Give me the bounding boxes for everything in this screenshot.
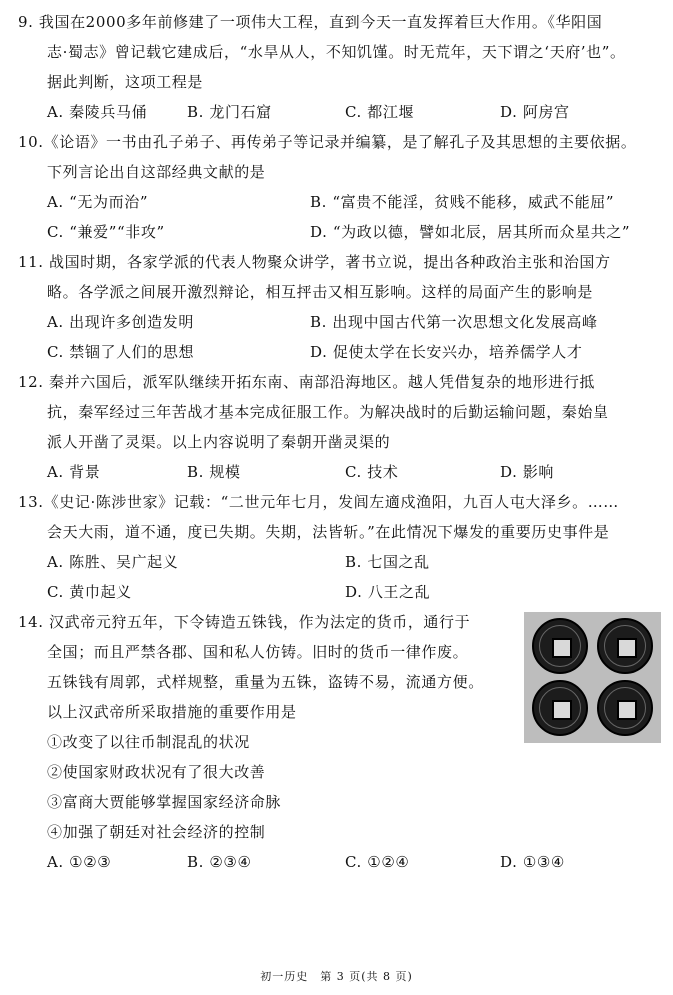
q10-option-a[interactable]: A. “无为而治” [47,193,149,211]
q13-option-a[interactable]: A. 陈胜、吴广起义 [47,553,179,571]
q9-option-b[interactable]: B. 龙门石窟 [187,103,272,121]
coin-image [532,680,588,736]
q13-option-d[interactable]: D. 八王之乱 [345,583,431,601]
q10-option-c[interactable]: C. “兼爱”“非攻” [47,223,165,241]
q11-option-a[interactable]: A. 出现许多创造发明 [47,313,194,331]
coin-image [597,618,653,674]
q14-line-2: 全国；而且严禁各郡、国和私人仿铸。旧时的货币一律作废。 [47,643,469,661]
q12-option-b[interactable]: B. 规模 [187,463,241,481]
q9-line-1: 9. 我国在2000多年前修建了一项伟大工程，直到今天一直发挥着巨大作用。《华阳国 [18,13,603,31]
q13-line-1: 13.《史记·陈涉世家》记载：“二世元年七月，发闾左適戍渔阳，九百人屯大泽乡。…… [18,493,619,511]
q9-line-2: 志·蜀志》曾记载它建成后，“水旱从人，不知饥馑。时无荒年，天下谓之‘天府’也”。 [47,43,626,61]
q11-option-c[interactable]: C. 禁锢了人们的思想 [47,343,195,361]
q9-line-3: 据此判断，这项工程是 [47,73,204,91]
q14-statement-3: ③富商大贾能够掌握国家经济命脉 [47,793,282,811]
q13-line-2: 会天大雨，道不通，度已失期。失期，法皆斩。”在此情况下爆发的重要历史事件是 [47,523,610,541]
q10-option-b[interactable]: B. “富贵不能淫，贫贱不能移，威武不能屈” [310,193,615,211]
q13-option-c[interactable]: C. 黄巾起义 [47,583,132,601]
q11-line-2: 略。各学派之间展开激烈辩论，相互抨击又相互影响。这样的局面产生的影响是 [47,283,594,301]
q11-line-1: 11. 战国时期，各家学派的代表人物聚众讲学，著书立说，提出各种政治主张和治国方 [18,253,611,271]
q14-option-b[interactable]: B. ②③④ [187,853,252,871]
q12-option-a[interactable]: A. 背景 [47,463,101,481]
q14-line-1: 14. 汉武帝元狩五年，下令铸造五铢钱，作为法定的货币，通行于 [18,613,471,631]
q9-option-c[interactable]: C. 都江堰 [345,103,415,121]
q14-option-a[interactable]: A. ①②③ [47,853,112,871]
q12-option-d[interactable]: D. 影响 [500,463,555,481]
q10-option-d[interactable]: D. “为政以德，譬如北辰，居其所而众星共之” [310,223,631,241]
q12-option-c[interactable]: C. 技术 [345,463,399,481]
q14-line-4: 以上汉武帝所采取措施的重要作用是 [47,703,297,721]
coin-image [597,680,653,736]
q13-option-b[interactable]: B. 七国之乱 [345,553,430,571]
q11-option-b[interactable]: B. 出现中国古代第一次思想文化发展高峰 [310,313,598,331]
q12-line-1: 12. 秦并六国后，派军队继续开拓东南、南部沿海地区。越人凭借复杂的地形进行抵 [18,373,596,391]
q14-statement-4: ④加强了朝廷对社会经济的控制 [47,823,266,841]
wuzhu-coins-image [524,612,661,743]
q11-option-d[interactable]: D. 促使太学在长安兴办，培养儒学人才 [310,343,583,361]
q12-line-3: 派人开凿了灵渠。以上内容说明了秦朝开凿灵渠的 [47,433,391,451]
q10-line-1: 10.《论语》一书由孔子弟子、再传弟子等记录并编纂，是了解孔子及其思想的主要依据。 [18,133,637,151]
q10-line-2: 下列言论出自这部经典文献的是 [47,163,266,181]
q9-option-d[interactable]: D. 阿房宫 [500,103,570,121]
q9-option-a[interactable]: A. 秦陵兵马俑 [47,103,148,121]
q14-line-3: 五铢钱有周郭，式样规整，重量为五铢，盗铸不易，流通方便。 [47,673,484,691]
coin-image [532,618,588,674]
page-footer: 初一历史 第 3 页(共 8 页) [260,970,413,983]
q14-option-c[interactable]: C. ①②④ [345,853,410,871]
q12-line-2: 抗，秦军经过三年苦战才基本完成征服工作。为解决战时的后勤运输问题，秦始皇 [47,403,609,421]
q14-statement-2: ②使国家财政状况有了很大改善 [47,763,266,781]
q14-option-d[interactable]: D. ①③④ [500,853,565,871]
q14-statement-1: ①改变了以往币制混乱的状况 [47,733,250,751]
